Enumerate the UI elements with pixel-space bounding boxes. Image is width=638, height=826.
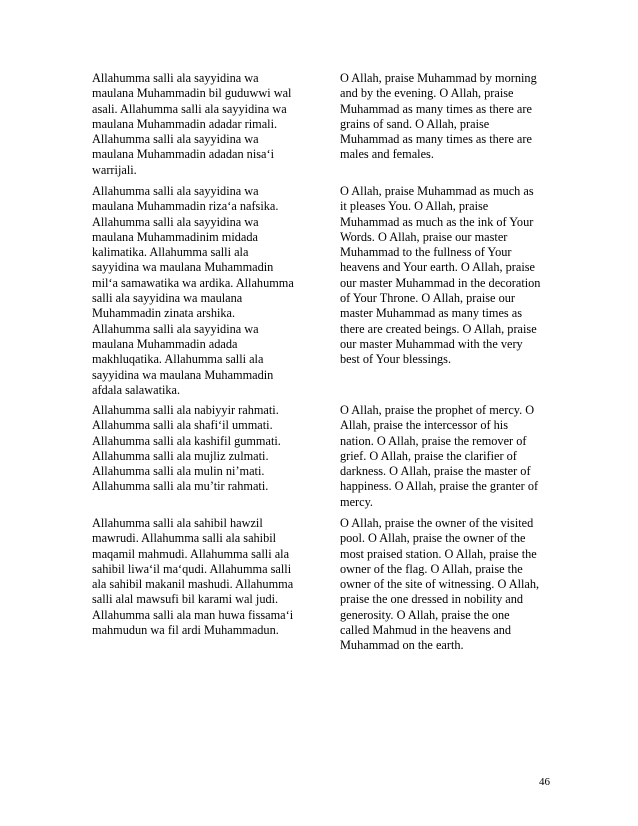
page-number: 46	[539, 776, 550, 788]
translation-paragraph-2: O Allah, praise Muhammad as much as it pleases You. O Allah, praise Muhammad as much as the ink of Your Words. O Allah, praise our master Muhammad to the fullness of Your heavens and Your earth. O Allah, praise our master Muhammad in the decoration of Your Throne. O Allah, praise our master Muhammad as many times as there are created beings. O Allah, praise our master Muhammad with the very best of Your blessings.	[340, 184, 541, 367]
translation-paragraph-1: O Allah, praise Muhammad by morning and by the evening. O Allah, praise Muhammad as many times as there are grains of sand. O Allah, praise Muhammad as many times as there are males and females.	[340, 71, 537, 162]
translation-paragraph-4: O Allah, praise the owner of the visited pool. O Allah, praise the owner of the most praised station. O Allah, praise the owner of the flag. O Allah, praise the owner of the site of witnessing. O Allah, praise the one dressed in nobility and generosity. O Allah, praise the one called Mahmud in the heavens and Muhammad on the earth.	[340, 516, 540, 653]
transliteration-paragraph-4: Allahumma salli ala sahibil hawzil mawrudi. Allahumma salli ala sahibil maqamil mahmudi. Allahumma salli ala sahibil liwa‘il ma‘qudi. Allahumma salli ala sahibil makanil mashudi. Allahumma salli alal mawsufi bil karami wal judi. Allahumma salli ala man huwa fissama‘i mahmudun wa fil ardi Muhammadun.	[92, 516, 294, 638]
transliteration-paragraph-1: Allahumma salli ala sayyidina wa maulana Muhammadin bil guduwwi wal asali. Allahumma salli ala sayyidina wa maulana Muhammadin adadar rimali. Allahumma salli ala sayyidina wa maulana Muhammadin adadan nisa‘i warrijali.	[92, 71, 292, 177]
translation-paragraph-3: O Allah, praise the prophet of mercy. O Allah, praise the intercessor of his nation. O Allah, praise the remover of grief. O Allah, praise the clarifier of darkness. O Allah, praise the master of happiness. O Allah, praise the granter of mercy.	[340, 403, 539, 509]
transliteration-paragraph-2: Allahumma salli ala sayyidina wa maulana Muhammadin riza‘a nafsika. Allahumma salli ala sayyidina wa maulana Muhammadinim midada kalimatika. Allahumma salli ala sayyidina wa maulana Muhammadin mil‘a samawatika wa ardika. Allahumma salli ala sayyidina wa maulana Muhammadin zinata arshika. Allahumma salli ala sayyidina wa maulana Muhammadin adada makhluqatika. Allahumma salli ala sayyidina wa maulana Muhammadin afdala salawatika.	[92, 184, 294, 397]
transliteration-paragraph-3: Allahumma salli ala nabiyyir rahmati. Allahumma salli ala shafi‘il ummati. Allahumma salli ala kashifil gummati. Allahumma salli ala mujliz zulmati. Allahumma salli ala mulin ni’mati. Allahumma salli ala mu’tir rahmati.	[92, 403, 281, 494]
